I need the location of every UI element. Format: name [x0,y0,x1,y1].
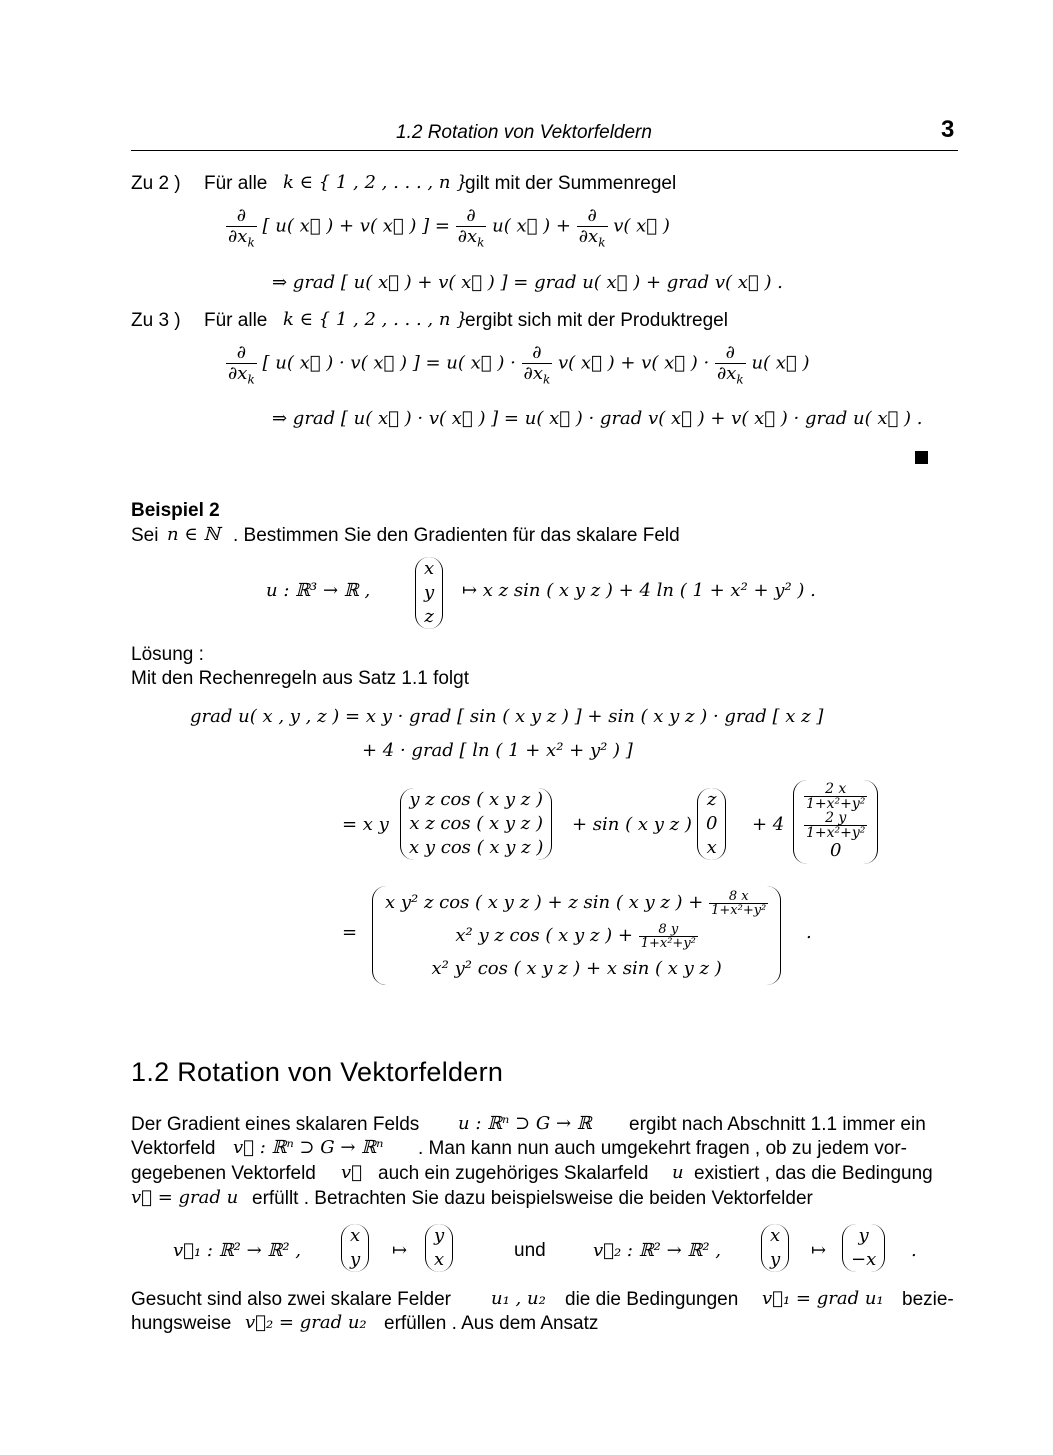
zu2-label: Zu 2 ) [131,173,181,194]
zu3-text: Für alle [204,310,268,331]
qed-square [915,451,928,464]
para1-line3m: v⃗ [341,1162,362,1183]
para2-line1m: u₁ , u₂ [491,1288,546,1309]
zu3-tail: ergibt sich mit der Produktregel [465,310,728,331]
grad-line-3-mid: + sin ( x y z ) [572,814,692,835]
zu3-set: k ∈ { 1 , 2 , . . . , n } [283,309,468,330]
grad-line-3-prefix: = x y [342,814,389,835]
section-heading: 1.2 Rotation von Vektorfeldern [131,1057,504,1087]
para1-line3c: existiert , das die Bedingung [694,1163,933,1184]
para2-line1a: Gesucht sind also zwei skalare Felder [131,1289,451,1310]
para1-line1a: Der Gradient eines skalaren Felds [131,1114,420,1135]
page-number: 3 [941,116,955,143]
para2-line1b: die die Bedingungen [565,1289,739,1310]
grad-line-2: + 4 · grad [ ln ( 1 + x² + y² ) ] [362,740,633,761]
para1-line4b: erfüllt . Betrachten Sie dazu beispielsweise die beiden Vektorfelder [252,1188,813,1209]
example-title: Beispiel 2 [131,500,220,521]
para1-line2a: Vektorfeld [131,1138,216,1159]
v1-maps-to: ↦ [392,1240,408,1261]
zu3-label: Zu 3 ) [131,310,181,331]
example-intro-b: . Bestimmen Sie den Gradienten für das skalare Feld [233,525,680,546]
field-definition-rhs: ↦ x z sin ( x y z ) + 4 ln ( 1 + x² + y² ) . [462,580,816,601]
v2-end-dot: . [911,1240,917,1261]
header-rule [131,150,958,151]
example-intro-a: Sei [131,525,159,546]
v2-input-vector: x y [761,1224,789,1272]
para1-line2m: v⃗ : ℝⁿ ⊃ G → ℝⁿ [233,1137,384,1158]
para1-line3b: auch ein zugehöriges Skalarfeld [378,1163,649,1184]
grad-vector-2: z 0 x [697,788,726,860]
formula-sum-conclusion: ⇒ grad [ u( x⃗ ) + v( x⃗ ) ] = grad u( x⃗ ) + grad v( x⃗ ) . [272,272,783,293]
para2-line2m: v⃗₂ = grad u₂ [245,1312,367,1333]
v2-output-vector: y −x [842,1224,885,1272]
grad-line-4-dot: . [806,922,812,943]
v1-input-vector: x y [341,1224,369,1272]
solution-label: Lösung : [131,644,204,665]
para2-line2b: erfüllen . Aus dem Ansatz [384,1313,599,1334]
v2-maps-to: ↦ [811,1240,827,1261]
formula-product-conclusion: ⇒ grad [ u( x⃗ ) · v( x⃗ ) ] = u( x⃗ ) · grad v( x⃗ ) + v( x⃗ ) · grad u( x⃗ ) . [272,408,923,429]
para2-line1c: bezie- [902,1289,954,1310]
field-input-vector: x y z [415,557,443,629]
para1-line3a: gegebenen Vektorfeld [131,1163,316,1184]
v2-definition: v⃗₂ : ℝ² → ℝ² , [593,1240,722,1261]
grad-line-4-eq: = [342,922,358,943]
grad-line-1: grad u( x , y , z ) = x y · grad [ sin ( x y z ) ] + sin ( x y z ) · grad [ x z ] [190,706,824,727]
para1-line3m2: u [672,1162,684,1183]
grad-vector-3: $\frac{2 x}{\text{1+x²+y²}}$ $\frac{2 y}{\text{1+x²+y²}}$ 0 [793,780,878,864]
formula-sum-rule: $\frac{\partial}{\partial x_k}$ [ u( x⃗ ) + v( x⃗ ) ] = $\frac{\partial}{\partial x_k}$ u( x⃗ ) + $\frac{\partial}{\partial x_k}$ v( x⃗ ) [228,205,670,250]
v1-output-vector: y x [425,1224,453,1272]
v1-definition: v⃗₁ : ℝ² → ℝ² , [173,1240,302,1261]
und-text: und [514,1240,546,1261]
para1-line2b: . Man kann nun auch umgekehrt fragen , ob zu jedem vor- [418,1138,907,1159]
grad-result-vector: x y² z cos ( x y z ) + z sin ( x y z ) + $\frac{8 x}{\text{1+x²+y²}}$ x² y z cos ( x y z ) + $\frac{8 y}{\text{1+x²+y²}}$ x² y² cos ( x y z ) + x sin ( x y z ) [372,886,781,985]
zu2-text: Für alle [204,173,268,194]
formula-product-rule: $\frac{\partial}{\partial x_k}$ [ u( x⃗ ) · v( x⃗ ) ] = u( x⃗ ) · $\frac{\partial}{\partial x_k}$ v( x⃗ ) + v( x⃗ ) · $\frac{\partial}{\partial x_k}$ u( x⃗ ) [228,342,810,387]
para1-line4m: v⃗ = grad u [131,1187,239,1208]
para2-line2a: hungsweise [131,1313,232,1334]
solution-text: Mit den Rechenregeln aus Satz 1.1 folgt [131,668,469,689]
para1-line1m: u : ℝⁿ ⊃ G → ℝ [458,1113,592,1134]
field-definition-lhs: u : ℝ³ → ℝ , [266,580,371,601]
zu2-tail: gilt mit der Summenregel [465,173,677,194]
grad-line-3-plus4: + 4 [752,814,785,835]
zu2-set: k ∈ { 1 , 2 , . . . , n } [283,172,468,193]
example-intro-n: n ∈ ℕ [167,524,220,545]
para1-line1b: ergibt nach Abschnitt 1.1 immer ein [629,1114,926,1135]
grad-vector-1: y z cos ( x y z ) x z cos ( x y z ) x y cos ( x y z ) [400,788,552,860]
running-header-title: 1.2 Rotation von Vektorfeldern [396,122,652,143]
para2-line1m2: v⃗₁ = grad u₁ [762,1288,884,1309]
